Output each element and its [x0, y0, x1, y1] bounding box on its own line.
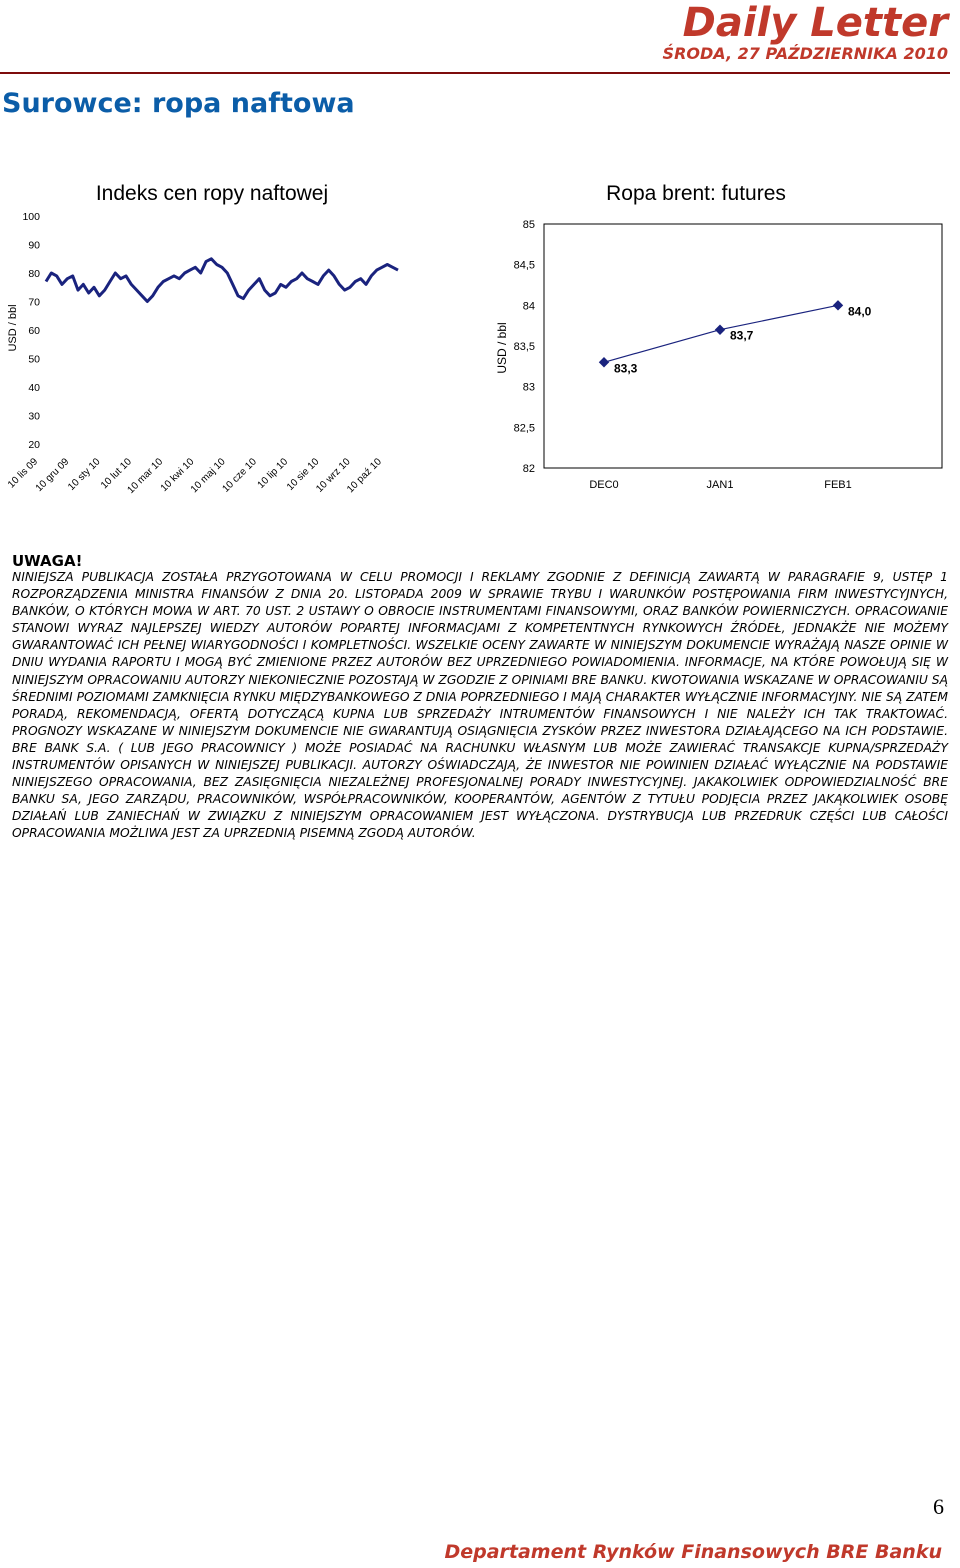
oil-index-y-tick: 40 — [28, 382, 40, 394]
brent-y-tick: 84,5 — [513, 259, 535, 272]
oil-index-y-tick: 90 — [28, 239, 40, 252]
brent-y-tick: 83 — [522, 381, 535, 394]
brent-y-tick: 82 — [522, 463, 535, 475]
brent-data-label: 84,0 — [848, 304, 872, 319]
brent-y-tick: 83,5 — [513, 341, 535, 353]
oil-index-chart — [0, 0, 960, 520]
oil-index-y-tick: 60 — [28, 325, 40, 337]
oil-index-ylabel: USD / bbl — [7, 304, 19, 352]
oil-index-y-ticks — [22, 211, 40, 451]
brent-point — [716, 325, 725, 334]
brent-plot-area — [544, 224, 942, 468]
brent-title: Ropa brent: futures — [606, 182, 786, 205]
brent-data-label: 83,3 — [614, 361, 638, 376]
oil-index-y-tick: 20 — [28, 439, 40, 451]
oil-index-y-tick: 100 — [22, 211, 40, 223]
brent-point — [600, 358, 609, 367]
oil-index-x-tick: 10 wrz 10 — [314, 456, 353, 495]
brent-ylabel: USD / bbl — [495, 322, 509, 374]
oil-index-x-tick: 10 gru 09 — [33, 456, 72, 495]
oil-index-x-tick: 10 lis 09 — [6, 456, 41, 491]
oil-index-x-tick: 10 kwi 10 — [158, 456, 197, 494]
brent-x-ticks — [589, 479, 851, 491]
brent-y-tick: 85 — [522, 219, 535, 231]
brand-title: Daily Letter — [682, 0, 948, 46]
oil-index-x-tick: 10 lut 10 — [98, 456, 134, 492]
footer-department: Departament Rynków Finansowych BRE Banku — [444, 1541, 942, 1563]
disclaimer-title: UWAGA! — [12, 552, 83, 570]
oil-index-y-tick: 50 — [28, 353, 40, 366]
oil-index-x-tick: 10 mar 10 — [125, 456, 166, 496]
disclaimer-text: NINIEJSZA PUBLIKACJA ZOSTAŁA PRZYGOTOWANA W CELU PROMOCJI I REKLAMY ZGODNIE Z DEFINICJĄ ZAWARTĄ W PARAGRAFIE 9, USTĘP 1 ROZPORZĄDZENIA MINISTRA FINANSÓW Z DNIA 20. LISTOPADA 2009 W SPRAWIE TRYBU I WARUNKÓW POSTĘPOWANIA FIRM INWESTYCYJNYCH, BANKÓW, O KTÓRYCH MOWA W ART. 70 UST. 2 USTAWY O OBROCIE INSTRUMENTAMI FINANSOWYMI, ORAZ BANKÓW POWIERNICZYCH. OPRACOWANIE STANOWI WYRAZ NAJLEPSZEJ WIEDZY AUTORÓW POPARTEJ INFORMACJAMI Z KOMPETENTNYCH RYNKOWYCH ŹRÓDEŁ, JEDNAKŻE NIE MOŻEMY GWARANTOWAĆ ICH PEŁNEJ WIARYGODNOŚCI I KOMPLETNOŚCI. WSZELKIE OCENY ZAWARTE W NINIEJSZYM DOKUMENCIE WYRAŻAJĄ NASZE OPINIE W DNIU WYDANIA RAPORTU I MOGĄ BYĆ ZMIENIONE PRZEZ AUTORÓW BEZ UPRZEDNIEGO POWIADOMIENIA. INFORMACJE, NA KTÓRE POWOŁUJĄ SIĘ W NINIEJSZYM OPRACOWANIU AUTORZY NIEKONIECZNIE POZOSTAJĄ W ZGODZIE Z OPINIAMI BRE BANKU. KWOTOWANIA WSKAZANE W OPRACOWANIU SĄ ŚREDNIMI POZIOMAMI ZAMKNIĘCIA RYNKU MIĘDZYBANKOWEGO Z DNIA POPRZEDNIEGO I MAJĄ CHARAKTER WYŁĄCZNIE INFORMACYJNY. NIE SĄ ZATEM PORADĄ, REKOMENDACJĄ, OFERTĄ DOTYCZĄCĄ KUPNA LUB SPRZEDAŻY INTRUMENTÓW FINANSOWYCH I NIE NALEŻY ICH TAK TRAKTOWAĆ. PROGNOZY WSKAZANE W NINIEJSZYM DOKUMENCIE NIE GWARANTUJĄ OSIĄGNIĘCIA ZYSKÓW PRZEZ INWESTORA DZIAŁAJĄCEGO NA ICH PODSTAWIE. BRE BANK S.A. ( LUB JEGO PRACOWNICY ) MOŻE POSIADAĆ NA RACHUNKU WŁASNYM LUB MOŻE ZAWIERAĆ TRANSAKCJE KUPNA/SPRZEDAŻY INSTRUMENTÓW OPISANYCH W NINIEJSZEJ PUBLIKACJI. AUTORZY OŚWIADCZAJĄ, ŻE INWESTOR NIE POWINIEN DZIAŁAĆ WYŁĄCZNIE NA PODSTAWIE NINIEJSZEGO OPRACOWANIA, BEZ ZASIĘGNIĘCIA NIEZALEŻNEJ PROFESJONALNEJ PORADY INWESTYCYJNEJ. JAKAKOLWIEK ODPOWIEDZIALNOŚĆ BRE BANKU SA, JEGO ZARZĄDU, PRACOWNIKÓW, WSPÓŁPRACOWNIKÓW, KOOPERANTÓW, AGENTÓW Z TYTUŁU PODJĘCIA PRZEZ JAKĄKOLWIEK OSOBĘ DZIAŁAŃ LUB ZANIECHAŃ W ZWIĄZKU Z NINIEJSZYM OPRACOWANIEM JEST WYŁĄCZONA. DYSTRYBUCJA LUB PRZEDRUK CZĘŚCI LUB CAŁOŚCI OPRACOWANIA MOŻLIWA JEST ZA UPRZEDNIĄ PISEMNĄ ZGODĄ AUTORÓW. — [12, 570, 948, 841]
oil-index-title: Indeks cen ropy naftowej — [95, 182, 329, 205]
brent-data-label: 83,7 — [730, 328, 754, 343]
brent-y-ticks — [514, 219, 535, 475]
oil-index-x-tick: 10 maj 10 — [188, 456, 228, 496]
brent-x-tick: DEC0 — [589, 479, 619, 491]
oil-index-series-line — [46, 259, 398, 302]
page-number: 6 — [933, 1494, 944, 1519]
brent-y-tick: 82,5 — [513, 422, 535, 435]
brent-points — [600, 301, 872, 375]
oil-index-x-tick: 10 sie 10 — [284, 456, 322, 493]
brent-point — [834, 301, 843, 310]
oil-index-x-tick: 10 paź 10 — [345, 456, 384, 496]
oil-index-x-tick: 10 cze 10 — [220, 456, 259, 495]
issue-date: ŚRODA, 27 PAŹDZIERNIKA 2010 — [662, 44, 948, 63]
oil-index-y-tick: 30 — [28, 410, 40, 423]
oil-index-x-ticks — [6, 456, 384, 496]
oil-index-y-tick: 70 — [28, 296, 40, 309]
brent-x-tick: FEB1 — [824, 479, 852, 491]
oil-index-y-tick: 80 — [28, 268, 40, 280]
oil-index-x-tick: 10 sty 10 — [66, 456, 103, 493]
oil-index-x-tick: 10 lip 10 — [255, 456, 291, 491]
brent-y-tick: 84 — [522, 300, 535, 313]
brent-x-tick: JAN1 — [706, 479, 734, 491]
section-title: Surowce: ropa naftowa — [2, 88, 355, 119]
